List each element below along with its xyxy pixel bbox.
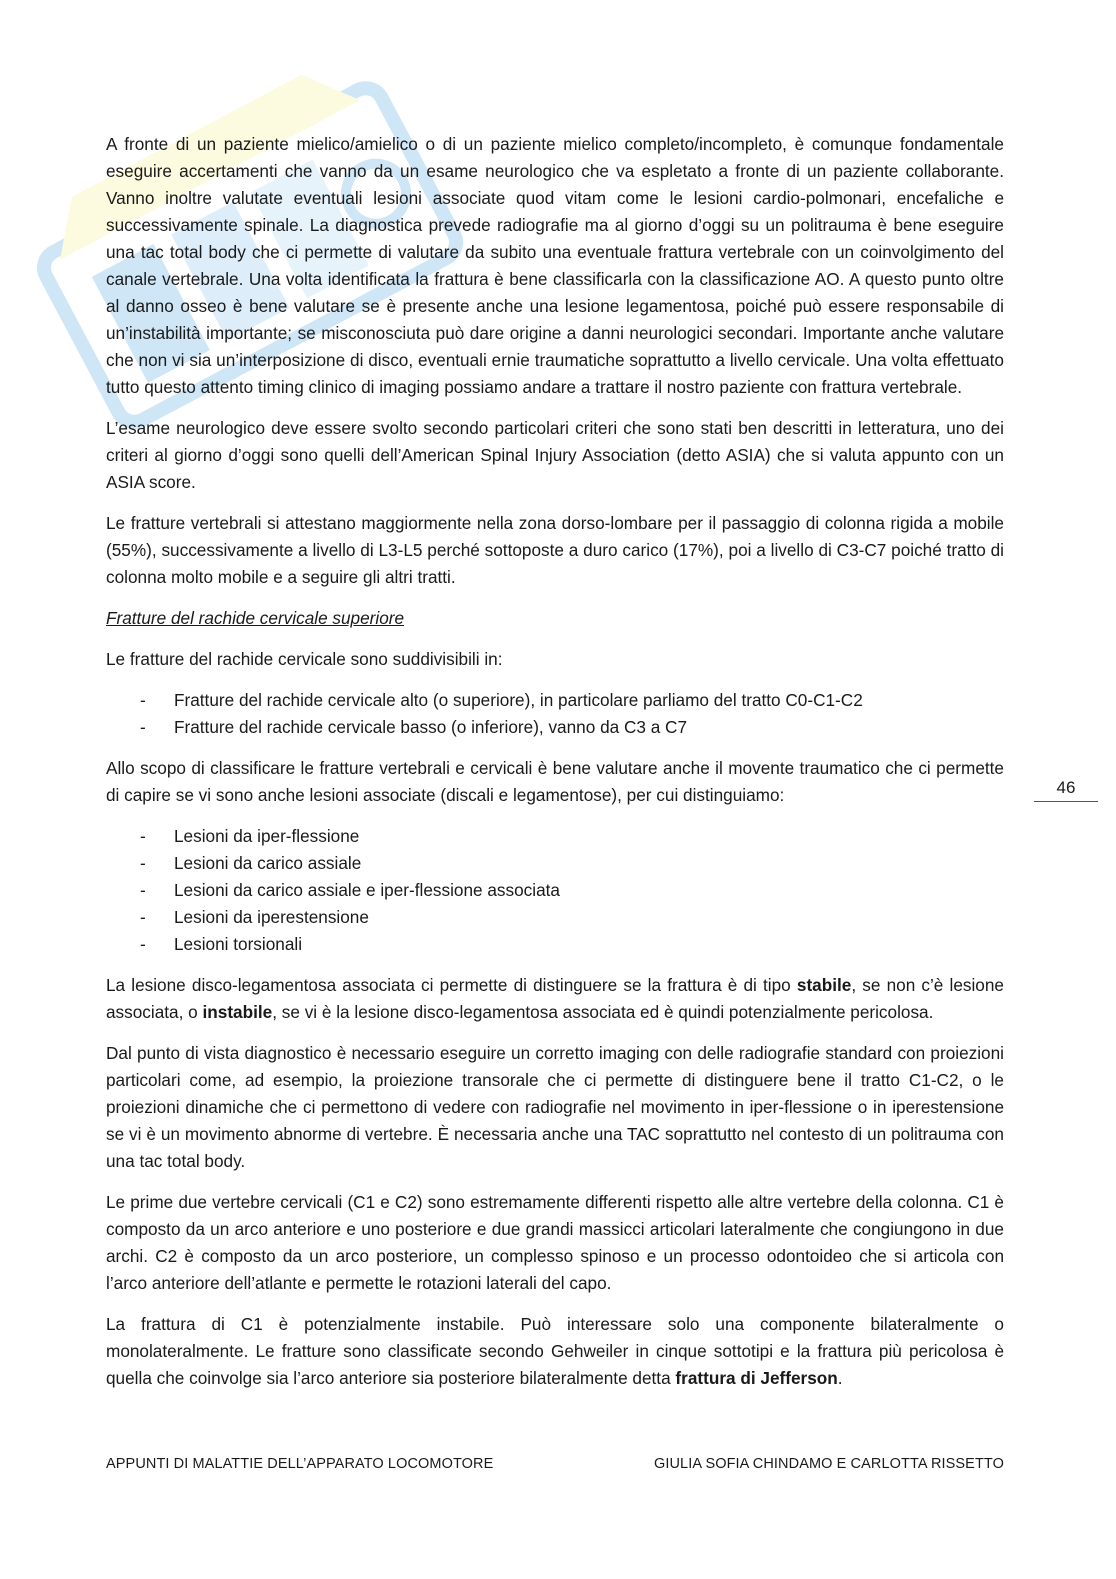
list-item: - Fratture del rachide cervicale basso (o inferiore), vanno da C3 a C7 [106,714,1004,741]
list-item: - Lesioni da carico assiale [106,850,1004,877]
paragraph: A fronte di un paziente mielico/amielico o di un paziente mielico completo/incompleto, è comunque fondamentale eseguire accertamenti che vanno da un esame neurologico che va espletato a fronte di un paziente collaborante. Vanno inoltre valutate eventuali lesioni associate quod vitam come le lesioni cardio-polmonari, encefaliche e successivamente spinale. La diagnostica prevede radiografie ma al giorno d’oggi su un politrauma è bene eseguire una tac total body che ci permette di valutare da subito una eventuale frattura vertebrale con un coinvolgimento del canale vertebrale. Una volta identificata la frattura è bene classificarla con la classificazione AO. A questo punto oltre al danno osseo è bene valutare se è presente anche una lesione legamentosa, poiché può essere responsabile di un’instabilità importante; se misconosciuta può dare origine a danni neurologici secondari. Importante anche valutare che non vi sia un’interposizione di disco, eventuali ernie traumatiche soprattutto a livello cervicale. Una volta effettuato tutto questo attento timing clinico di imaging possiamo andare a trattare il nostro paziente con frattura vertebrale. [106,134,1004,397]
dash-bullet: - [140,826,146,846]
section-heading: Fratture del rachide cervicale superiore [106,608,405,628]
paragraph: Dal punto di vista diagnostico è necessario eseguire un corretto imaging con delle radiografie standard con proiezioni particolari come, ad esempio, la proiezione transorale che ci permette di distinguere bene il tratto C1-C2, o le proiezioni dinamiche che ci permettono di vedere con radiografie nel movimento in iper-flessione o in iperestensione se vi è un movimento abnorme di vertebre. È necessaria anche una TAC soprattutto nel contesto di un politrauma con una tac total body. [106,1043,1004,1171]
dash-bullet: - [140,907,146,927]
footer-authors: GIULIA SOFIA CHINDAMO E CARLOTTA RISSETTO [653,1456,1004,1472]
dash-bullet: - [140,880,146,900]
list-item: - Lesioni da iper-flessione [106,823,1004,850]
list-item: - Fratture del rachide cervicale alto (o superiore), in particolare parliamo del tratto C0-C1-C2 [106,687,1004,714]
paragraph: La frattura di C1 è potenzialmente instabile. Può interessare solo una componente bilateralmente o monolateralmente. Le fratture sono classificate secondo Gehweiler in cinque sottotipi e la frattura più pericolosa è quella che coinvolge sia l’arco anteriore sia posteriore bilateralmente detta frattura di Jefferson. [106,1314,1004,1388]
list-item: - Lesioni torsionali [106,931,1004,958]
page-content [106,131,1004,1406]
page-footer [106,1456,1004,1472]
fracture-types-list [106,687,1004,741]
paragraph: La lesione disco-legamentosa associata ci permette di distinguere se la frattura è di tipo stabile, se non c’è lesione associata, o instabile, se vi è la lesione disco-legamentosa associata ed è quindi potenzialmente pericolosa. [106,975,1004,1022]
dash-bullet: - [140,934,146,954]
bold-term: stabile [796,975,852,995]
bold-term: frattura di Jefferson [675,1368,838,1388]
footer-course-title: APPUNTI DI MALATTIE DELL’APPARATO LOCOMOTORE [106,1456,494,1472]
list-item: - Lesioni da carico assiale e iper-flessione associata [106,877,1004,904]
paragraph: Allo scopo di classificare le fratture vertebrali e cervicali è bene valutare anche il movente traumatico che ci permette di capire se vi sono anche lesioni associate (discali e legamentose), per cui distinguiamo: [106,758,1004,805]
dash-bullet: - [140,717,146,737]
page-number: 46 [1034,778,1098,802]
paragraph: Le fratture del rachide cervicale sono suddivisibili in: [106,649,503,669]
list-item: - Lesioni da iperestensione [106,904,1004,931]
paragraph: L’esame neurologico deve essere svolto secondo particolari criteri che sono stati ben descritti in letteratura, uno dei criteri al giorno d’oggi sono quelli dell’American Spinal Injury Association (detto ASIA) che si valuta appunto con un ASIA score. [106,418,1004,492]
dash-bullet: - [140,853,146,873]
lesion-types-list [106,823,1004,958]
paragraph: Le prime due vertebre cervicali (C1 e C2) sono estremamente differenti rispetto alle altre vertebre della colonna. C1 è composto da un arco anteriore e uno posteriore e due grandi massicci articolari lateralmente che congiungono in due archi. C2 è composto da un arco posteriore, un complesso spinoso e un processo odontoideo che si articola con l’arco anteriore dell’atlante e permette le rotazioni laterali del capo. [106,1192,1004,1293]
dash-bullet: - [140,690,146,710]
paragraph: Le fratture vertebrali si attestano maggiormente nella zona dorso-lombare per il passaggio di colonna rigida a mobile (55%), successivamente a livello di L3-L5 perché sottoposte a duro carico (17%), poi a livello di C3-C7 poiché tratto di colonna molto mobile e a seguire gli altri tratti. [106,513,1004,587]
bold-term: instabile [202,1002,273,1022]
